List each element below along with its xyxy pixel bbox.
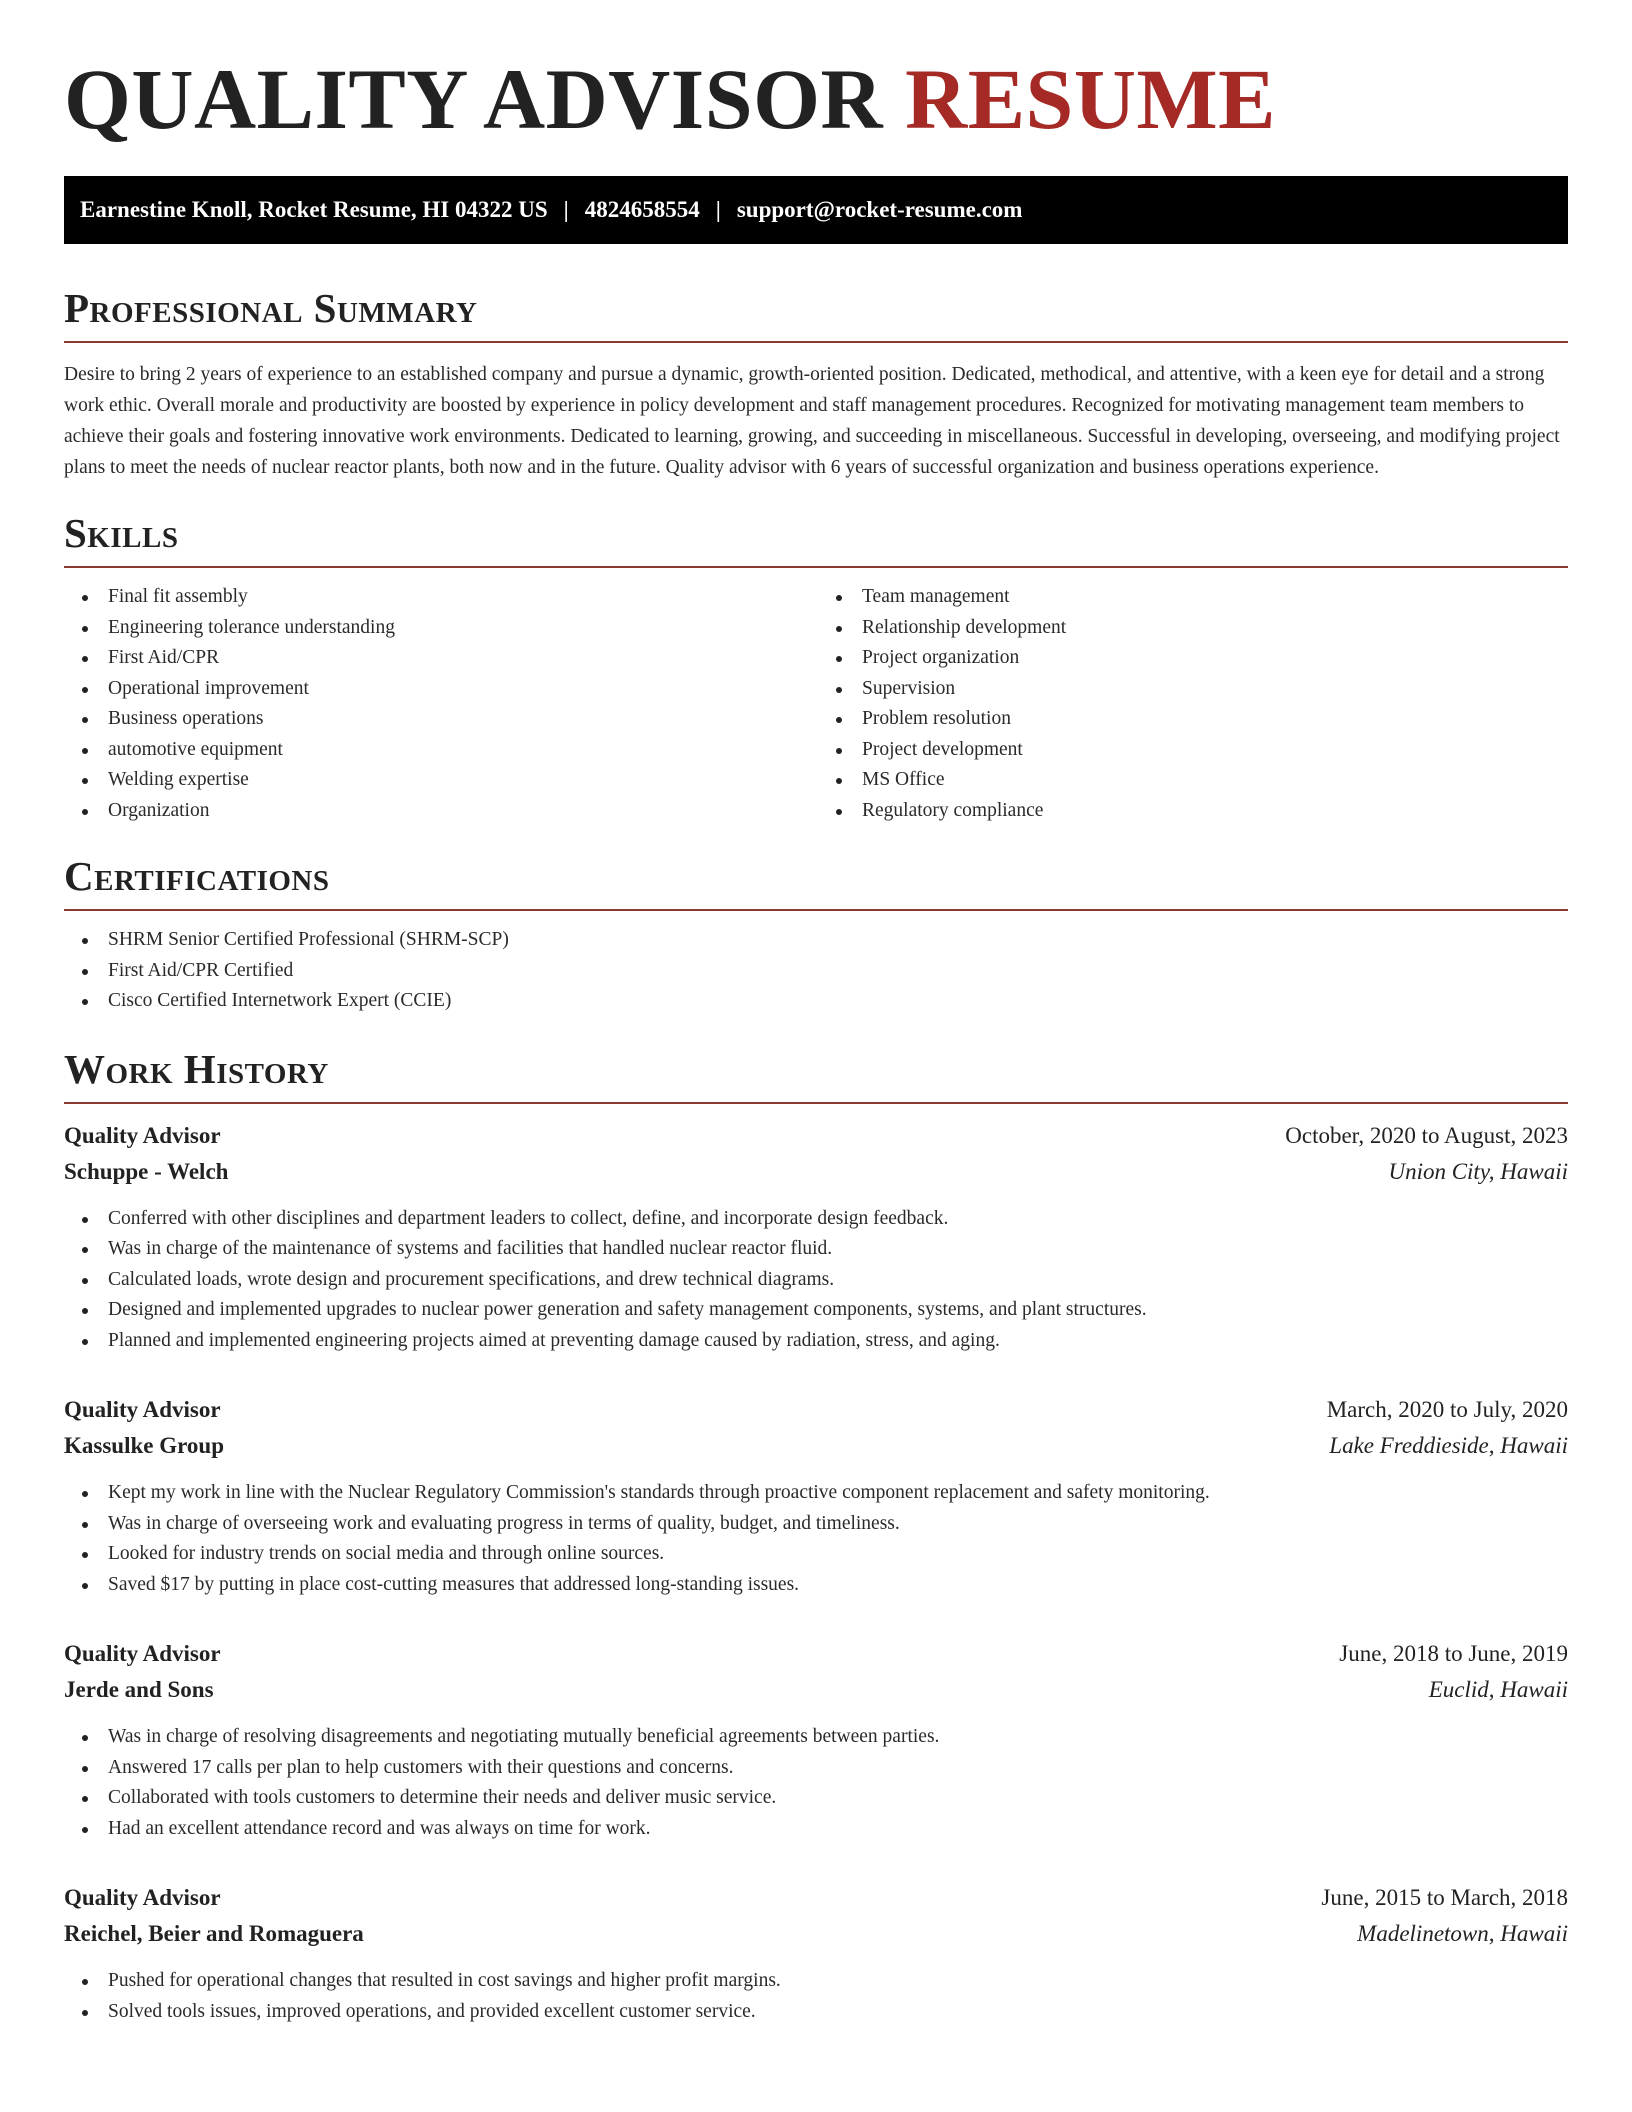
skills-list-right	[814, 582, 1568, 826]
job-bullet: Was in charge of the maintenance of systems and facilities that handled nuclear reactor fluid.	[82, 1234, 1568, 1265]
job-entry	[64, 1392, 1568, 1600]
job-location: Madelinetown, Hawaii	[1357, 1921, 1568, 1946]
skill-item: Operational improvement	[82, 674, 814, 705]
job-bullet: Collaborated with tools customers to determine their needs and deliver music service.	[82, 1783, 1568, 1814]
skill-item: Business operations	[82, 704, 814, 735]
job-bullet: Had an excellent attendance record and was always on time for work.	[82, 1814, 1568, 1845]
contact-separator: |	[715, 197, 721, 222]
job-company-row	[64, 1154, 1568, 1190]
contact-separator: |	[563, 197, 569, 222]
skills-columns	[64, 568, 1568, 826]
skill-item: Relationship development	[836, 613, 1568, 644]
skill-item: First Aid/CPR	[82, 643, 814, 674]
job-bullet: Planned and implemented engineering projects aimed at preventing damage caused by radiation, stress, and aging.	[82, 1326, 1568, 1357]
job-bullet: Pushed for operational changes that resulted in cost savings and higher profit margins.	[82, 1966, 1568, 1997]
work-history-section	[64, 1045, 1568, 2028]
summary-section	[64, 285, 1568, 483]
job-location: Euclid, Hawaii	[1428, 1677, 1568, 1702]
job-bullet: Conferred with other disciplines and department leaders to collect, define, and incorporate design feedback.	[82, 1204, 1568, 1235]
skill-item: MS Office	[836, 765, 1568, 796]
skill-item: Regulatory compliance	[836, 796, 1568, 827]
certification-item: First Aid/CPR Certified	[82, 956, 1568, 987]
job-bullets	[64, 1478, 1568, 1600]
job-bullets	[64, 1204, 1568, 1357]
job-entry	[64, 1880, 1568, 2027]
job-company: Schuppe - Welch	[64, 1158, 229, 1184]
job-bullet: Was in charge of resolving disagreements and negotiating mutually beneficial agreements between parties.	[82, 1722, 1568, 1753]
certifications-heading: Certifications	[64, 856, 1568, 911]
job-company: Kassulke Group	[64, 1433, 224, 1458]
certification-item: Cisco Certified Internetwork Expert (CCIE)	[82, 986, 1568, 1017]
skill-item: automotive equipment	[82, 735, 814, 766]
skills-section	[64, 510, 1568, 826]
summary-heading: Professional Summary	[64, 288, 1568, 343]
job-bullets	[64, 1722, 1568, 1844]
skill-item: Final fit assembly	[82, 582, 814, 613]
job-bullet: Solved tools issues, improved operations, and provided excellent customer service.	[82, 1997, 1568, 2028]
title-accent: RESUME	[905, 51, 1277, 147]
skill-item: Project organization	[836, 643, 1568, 674]
job-bullet: Kept my work in line with the Nuclear Regulatory Commission's standards through proactive component replacement and safety monitoring.	[82, 1478, 1568, 1509]
job-dates: June, 2015 to March, 2018	[1321, 1885, 1568, 1910]
contact-phone: 4824658554	[584, 197, 700, 222]
skill-item: Project development	[836, 735, 1568, 766]
certifications-section	[64, 853, 1568, 1017]
skill-item: Team management	[836, 582, 1568, 613]
certification-item: SHRM Senior Certified Professional (SHRM-SCP)	[82, 925, 1568, 956]
summary-text: Desire to bring 2 years of experience to an established company and pursue a dynamic, growth-oriented position. Dedicated, methodical, and attentive, with a keen eye for detail and a strong work ethic. Overall morale and productivity are boosted by experience in policy development and staff management procedures. Recognized for motivating management team members to achieve their goals and fostering innovative work environments. Dedicated to learning, growing, and succeeding in miscellaneous. Successful in developing, overseeing, and modifying project plans to meet the needs of nuclear reactor plants, both now and in the future. Quality advisor with 6 years of successful organization and business operations experience.	[64, 364, 1560, 478]
job-bullet: Was in charge of overseeing work and evaluating progress in terms of quality, budget, and timeliness.	[82, 1509, 1568, 1540]
contact-address: Earnestine Knoll, Rocket Resume, HI 04322 US	[80, 197, 548, 222]
job-company-row	[64, 1672, 1568, 1708]
job-entry	[64, 1118, 1568, 1357]
skills-heading: Skills	[64, 513, 1568, 568]
skill-item: Welding expertise	[82, 765, 814, 796]
job-title: Quality Advisor	[64, 1122, 221, 1148]
job-location: Lake Freddieside, Hawaii	[1329, 1433, 1568, 1458]
job-bullet: Looked for industry trends on social media and through online sources.	[82, 1539, 1568, 1570]
job-title: Quality Advisor	[64, 1885, 221, 1910]
job-header-row	[64, 1392, 1568, 1428]
job-company-row	[64, 1428, 1568, 1464]
job-title: Quality Advisor	[64, 1641, 221, 1666]
skill-item: Engineering tolerance understanding	[82, 613, 814, 644]
skills-list-left	[64, 582, 814, 826]
contact-bar	[64, 176, 1568, 244]
job-location: Union City, Hawaii	[1388, 1158, 1568, 1184]
skill-item: Problem resolution	[836, 704, 1568, 735]
job-bullet: Designed and implemented upgrades to nuclear power generation and safety management components, systems, and plant structures.	[82, 1295, 1568, 1326]
work-history-heading: Work History	[64, 1049, 1568, 1104]
job-dates: March, 2020 to July, 2020	[1326, 1397, 1568, 1422]
job-title: Quality Advisor	[64, 1397, 221, 1422]
job-dates: October, 2020 to August, 2023	[1285, 1122, 1568, 1148]
contact-email: support@rocket-resume.com	[736, 197, 1023, 222]
job-bullet: Answered 17 calls per plan to help customers with their questions and concerns.	[82, 1753, 1568, 1784]
job-company: Reichel, Beier and Romaguera	[64, 1921, 364, 1946]
page-title	[64, 51, 1568, 147]
title-main: QUALITY ADVISOR	[64, 51, 884, 147]
skill-item: Organization	[82, 796, 814, 827]
job-dates: June, 2018 to June, 2019	[1339, 1641, 1568, 1666]
job-bullets	[64, 1966, 1568, 2027]
skill-item: Supervision	[836, 674, 1568, 705]
job-company-row	[64, 1916, 1568, 1952]
job-bullet: Calculated loads, wrote design and procurement specifications, and drew technical diagrams.	[82, 1265, 1568, 1296]
job-header-row	[64, 1880, 1568, 1916]
job-header-row	[64, 1118, 1568, 1154]
job-bullet: Saved $17 by putting in place cost-cutting measures that addressed long-standing issues.	[82, 1570, 1568, 1601]
certifications-list	[64, 925, 1568, 1017]
job-entry	[64, 1636, 1568, 1844]
job-header-row	[64, 1636, 1568, 1672]
job-company: Jerde and Sons	[64, 1677, 214, 1702]
